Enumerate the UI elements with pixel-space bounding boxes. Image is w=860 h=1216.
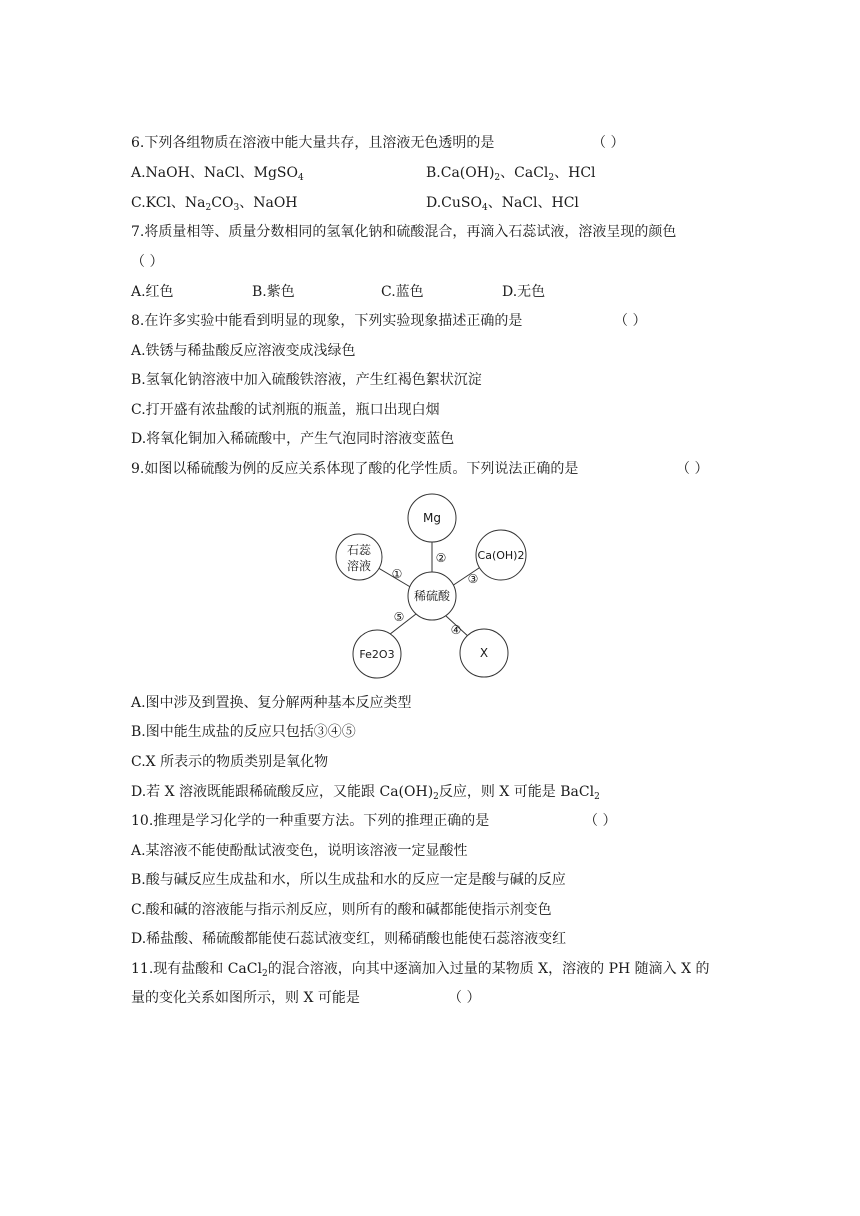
label-litmus-1: 石蕊 [346,543,372,557]
q9-option-d[interactable]: D.若 X 溶液既能跟稀硫酸反应，又能跟 $Ca(OH)_2$反应，则 X 可能是 BaCl$_2$ [131,784,600,802]
q10-option-a[interactable]: A.某溶液不能使酚酞试液变色，说明该溶液一定显酸性 [131,843,468,859]
acid-reaction-diagram [320,490,540,690]
q9-option-b[interactable]: B.图中能生成盐的反应只包括③④⑤ [131,724,356,740]
q9-option-c[interactable]: C.X 所表示的物质类别是氧化物 [131,754,329,770]
q8-option-d[interactable]: D.将氧化铜加入稀硫酸中，产生气泡同时溶液变蓝色 [131,431,455,447]
q7-option-a[interactable]: A.红色 [131,284,174,300]
label-caoh: Ca(OH)2 [477,549,525,562]
q8-option-b[interactable]: B.氢氧化钠溶液中加入硫酸铁溶液，产生红褐色絮状沉淀 [131,372,482,388]
q6-answer-bracket[interactable]: （ ） [592,135,625,151]
q10-stem: 10.推理是学习化学的一种重要方法。下列的推理正确的是 [131,813,490,829]
number-5: ⑤ [393,610,405,624]
q9-stem: 9.如图以稀硫酸为例的反应关系体现了酸的化学性质。下列说法正确的是 [131,461,579,477]
number-2: ② [435,551,447,565]
q10-option-b[interactable]: B.酸与碱反应生成盐和水，所以生成盐和水的反应一定是酸与碱的反应 [131,872,566,888]
q10-answer-bracket[interactable]: （ ） [584,813,617,829]
q10-option-c[interactable]: C.酸和碱的溶液能与指示剂反应，则所有的酸和碱都能使指示剂变色 [131,902,552,918]
node-litmus [336,534,382,580]
q7-stem: 7.将质量相等、质量分数相同的氢氧化钠和硫酸混合，再滴入石蕊试液，溶液呈现的颜色 [131,224,677,240]
label-x: X [479,646,489,660]
q9-answer-bracket[interactable]: （ ） [676,461,709,477]
number-1: ① [391,567,403,581]
q7-answer-bracket[interactable]: （ ） [131,254,164,270]
q6-option-a[interactable]: A.NaOH、NaCl、MgSO$_4$ [131,165,304,183]
q6-stem: 6.下列各组物质在溶液中能大量共存，且溶液无色透明的是 [131,135,495,151]
label-litmus-2: 溶液 [346,559,372,573]
q6-option-b[interactable]: $B.Ca(OH)_2$、CaCl$_2$、HCl [426,165,596,183]
q9-option-a[interactable]: A.图中涉及到置换、复分解两种基本反应类型 [131,695,412,711]
q10-option-d[interactable]: D.稀盐酸、稀硫酸都能使石蕊试液变红，则稀硝酸也能使石蕊溶液变红 [131,931,567,947]
q6-option-c[interactable]: C.KCl、$Na_2CO_3$、NaOH [131,195,298,213]
q8-option-a[interactable]: A.铁锈与稀盐酸反应溶液变成浅绿色 [131,343,356,359]
q7-option-c[interactable]: C.蓝色 [381,284,424,300]
label-fe2o3: Fe2O3 [359,648,395,661]
label-mg: Mg [423,511,441,525]
q7-option-d[interactable]: D.无色 [502,284,546,300]
q8-answer-bracket[interactable]: （ ） [614,313,647,329]
q6-option-d[interactable]: D.CuSO$_4$、NaCl、HCl [426,195,579,213]
q8-option-c[interactable]: C.打开盛有浓盐酸的试剂瓶的瓶盖，瓶口出现白烟 [131,402,440,418]
q8-stem: 8.在许多实验中能看到明显的现象，下列实验现象描述正确的是 [131,313,523,329]
q11-answer-bracket[interactable]: （ ） [448,990,481,1006]
q7-option-b[interactable]: B.紫色 [252,284,295,300]
number-4: ④ [450,623,462,637]
q11-stem-line-1: 11.现有盐酸和 CaCl$_2$的混合溶液，向其中逐滴加入过量的某物质 X，溶液的 PH 随滴入 X 的 [131,961,710,979]
number-3: ③ [467,572,479,586]
q11-stem-line-2: 量的变化关系如图所示，则 X 可能是 [131,990,360,1006]
label-center-acid: 稀硫酸 [413,589,451,603]
